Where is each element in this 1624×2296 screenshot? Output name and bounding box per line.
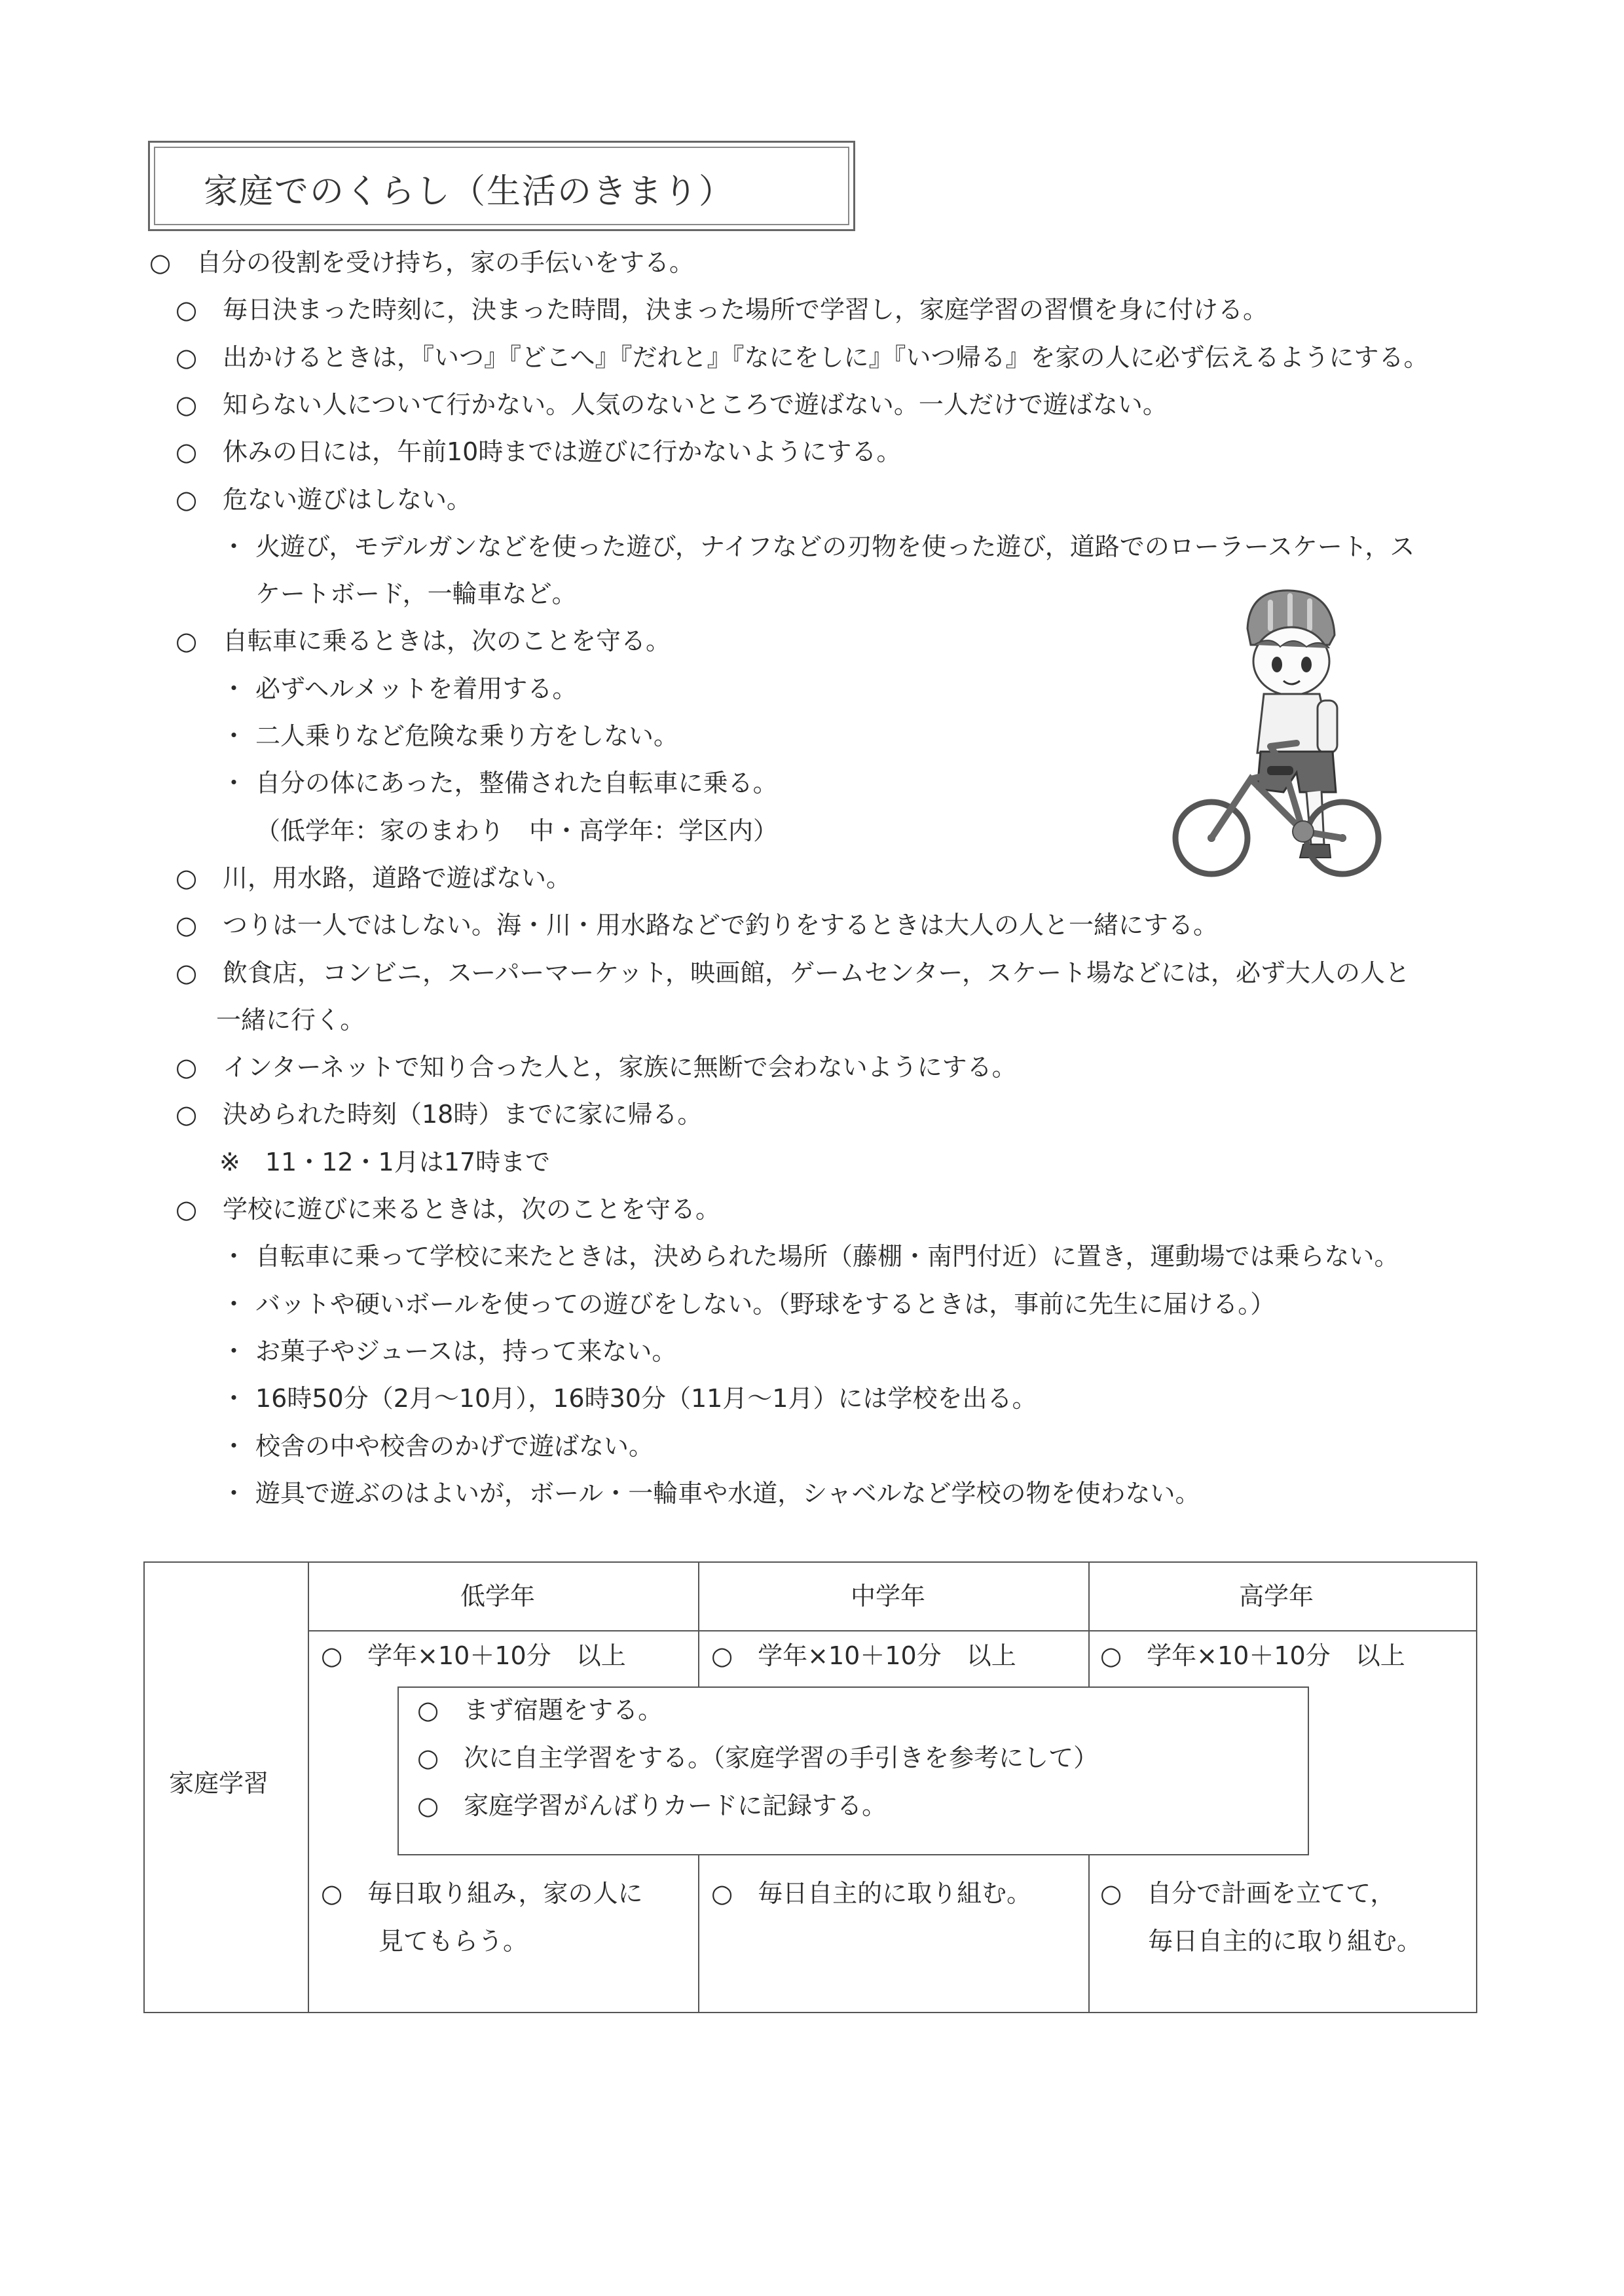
attitude-line: 毎日自主的に取り組む。 bbox=[1148, 1927, 1422, 1956]
rule-text: 遊具で遊ぶのはよいが，ボール・一輪車や水道，シャベルなど学校の物を使わない。 bbox=[255, 1479, 1200, 1508]
shared-guideline: ○ 家庭学習がんばりカードに記録する。 bbox=[417, 1791, 887, 1820]
row-header-label: 家庭学習 bbox=[169, 1769, 269, 1798]
rule-text: 自転車に乗って学校に来たときは，決められた場所（藤棚・南門付近）に置き，運動場では乗らない。 bbox=[255, 1242, 1399, 1271]
shared-guideline: ○ まず宿題をする。 bbox=[417, 1696, 663, 1724]
rule-text: インターネットで知り合った人と，家族に無断で会わないようにする。 bbox=[223, 1053, 1017, 1082]
rule-text: 16時50分（2月～10月），16時30分（11月～1月）には学校を出る。 bbox=[255, 1384, 1037, 1413]
rule-text: 自分の体にあった，整備された自転車に乗る。 bbox=[255, 769, 778, 797]
rule-text: 火遊び，モデルガンなどを使った遊び，ナイフなどの刃物を使った遊び，道路でのローラースケート，ス bbox=[255, 532, 1415, 561]
dot-bullet-icon: ・ bbox=[221, 674, 247, 703]
time-requirement: ○ 学年×10＋10分 以上 bbox=[1100, 1641, 1405, 1670]
circle-bullet-icon: ○ bbox=[175, 1053, 198, 1082]
dot-bullet-icon: ・ bbox=[221, 1479, 247, 1508]
rule-text: 川，用水路，道路で遊ばない。 bbox=[223, 864, 572, 892]
circle-bullet-icon: ○ bbox=[175, 1195, 198, 1224]
rule-text: 毎日決まった時刻に，決まった時間，決まった場所で学習し，家庭学習の習慣を身に付ける。 bbox=[223, 295, 1268, 324]
rule-text: 一緒に行く。 bbox=[216, 1006, 365, 1034]
rule-text: 休みの日には，午前10時までは遊びに行かないようにする。 bbox=[223, 437, 902, 466]
attitude-line: ○ 自分で計画を立てて， bbox=[1100, 1879, 1395, 1908]
rule-text: お菓子やジュースは，持って来ない。 bbox=[255, 1337, 677, 1366]
attitude-line: ○ 毎日自主的に取り組む。 bbox=[711, 1879, 1032, 1908]
dot-bullet-icon: ・ bbox=[221, 1337, 247, 1366]
rule-text: ※ 11・12・1月は17時まで bbox=[219, 1148, 551, 1176]
circle-bullet-icon: ○ bbox=[175, 485, 198, 514]
title-box bbox=[148, 141, 855, 231]
circle-bullet-icon: ○ bbox=[175, 911, 198, 939]
rule-text: 出かけるときは，『いつ』『どこへ』『だれと』『なにをしに』『いつ帰る』を家の人に必ず伝えるようにする。 bbox=[223, 343, 1429, 372]
rule-text: 学校に遊びに来るときは，次のことを守る。 bbox=[223, 1195, 721, 1224]
dot-bullet-icon: ・ bbox=[221, 1242, 247, 1271]
rule-text: つりは一人ではしない。海・川・用水路などで釣りをするときは大人の人と一緒にする。 bbox=[223, 911, 1219, 939]
time-requirement: ○ 学年×10＋10分 以上 bbox=[711, 1641, 1016, 1670]
rule-text: （低学年：家のまわり 中・高学年：学区内） bbox=[255, 816, 779, 845]
dot-bullet-icon: ・ bbox=[221, 1384, 247, 1413]
page-title: 家庭でのくらし（生活のきまり） bbox=[204, 172, 735, 211]
rule-text: ケートボード，一輪車など。 bbox=[255, 579, 577, 608]
column-header-label: 中学年 bbox=[851, 1582, 926, 1611]
rule-text: 自分の役割を受け持ち，家の手伝いをする。 bbox=[196, 248, 695, 277]
dot-bullet-icon: ・ bbox=[221, 721, 247, 750]
circle-bullet-icon: ○ bbox=[175, 390, 198, 419]
dot-bullet-icon: ・ bbox=[221, 532, 247, 561]
rule-text: 二人乗りなど危険な乗り方をしない。 bbox=[255, 721, 679, 750]
circle-bullet-icon: ○ bbox=[175, 343, 198, 372]
circle-bullet-icon: ○ bbox=[175, 437, 198, 466]
column-header-label: 低学年 bbox=[460, 1582, 536, 1611]
rule-text: 校舎の中や校舎のかげで遊ばない。 bbox=[255, 1432, 654, 1461]
dot-bullet-icon: ・ bbox=[221, 1432, 247, 1461]
attitude-line: 見てもらう。 bbox=[378, 1927, 528, 1956]
rule-text: 必ずヘルメットを着用する。 bbox=[255, 674, 578, 703]
rule-text: 飲食店，コンビニ，スーパーマーケット，映画館，ゲームセンター，スケート場などには，必ず大人の人と bbox=[223, 958, 1410, 987]
circle-bullet-icon: ○ bbox=[149, 248, 172, 277]
child-with-bicycle-icon bbox=[1172, 583, 1388, 890]
circle-bullet-icon: ○ bbox=[175, 295, 198, 324]
dot-bullet-icon: ・ bbox=[221, 769, 247, 797]
rule-text: 知らない人について行かない。人気のないところで遊ばない。一人だけで遊ばない。 bbox=[223, 390, 1168, 419]
attitude-line: ○ 毎日取り組み，家の人に bbox=[321, 1879, 643, 1908]
rule-text: バットや硬いボールを使っての遊びをしない。（野球をするときは，事前に先生に届ける。） bbox=[255, 1290, 1276, 1319]
circle-bullet-icon: ○ bbox=[175, 958, 198, 987]
rule-text: 決められた時刻（18時）までに家に帰る。 bbox=[223, 1100, 703, 1129]
circle-bullet-icon: ○ bbox=[175, 627, 198, 655]
shared-guideline: ○ 次に自主学習をする。（家庭学習の手引きを参考にして） bbox=[417, 1743, 1099, 1772]
dot-bullet-icon: ・ bbox=[221, 1290, 247, 1319]
column-header-label: 高学年 bbox=[1239, 1582, 1314, 1611]
rule-text: 自転車に乗るときは，次のことを守る。 bbox=[223, 627, 671, 655]
time-requirement: ○ 学年×10＋10分 以上 bbox=[321, 1641, 626, 1670]
circle-bullet-icon: ○ bbox=[175, 1100, 198, 1129]
circle-bullet-icon: ○ bbox=[175, 864, 198, 892]
rule-text: 危ない遊びはしない。 bbox=[223, 485, 472, 514]
